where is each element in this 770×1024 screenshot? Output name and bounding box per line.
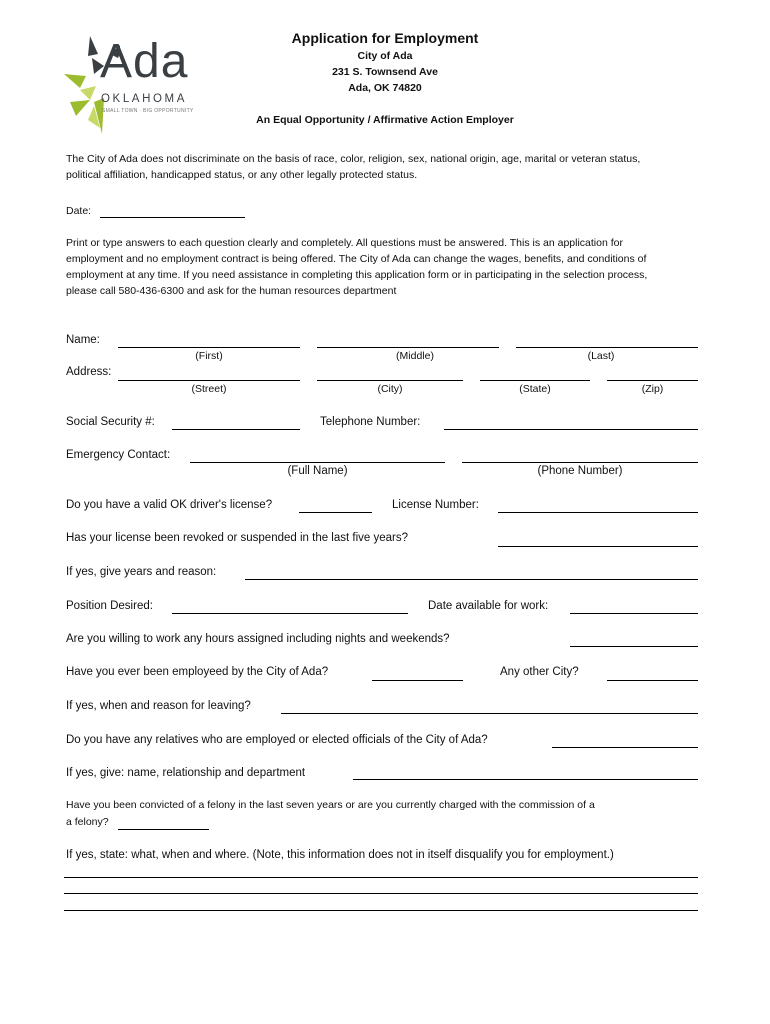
revoked-reason-label: If yes, give years and reason: (66, 566, 217, 578)
relatives-details-field[interactable] (353, 779, 698, 780)
first-name-field[interactable] (118, 347, 300, 348)
street-caption: (Street) (191, 383, 227, 395)
city-caption: (City) (377, 383, 403, 395)
hours-answer-field[interactable] (570, 646, 698, 647)
employed-question: Have you ever been employeed by the City of Ada? (66, 666, 329, 678)
instructions-line-3: employment at any time. If you need assistance in completing this application form or in participating in the selection process, (66, 269, 648, 281)
state-caption: (State) (519, 383, 551, 395)
license-number-field[interactable] (498, 512, 698, 513)
felony-details-line-2[interactable] (64, 893, 698, 894)
phone-number-caption: (Phone Number) (537, 465, 623, 477)
last-caption: (Last) (587, 350, 615, 362)
drivers-license-answer-field[interactable] (299, 512, 372, 513)
last-name-field[interactable] (516, 347, 698, 348)
state-field[interactable] (480, 380, 590, 381)
license-revoked-question: Has your license been revoked or suspended in the last five years? (66, 532, 409, 544)
position-desired-label: Position Desired: (66, 600, 153, 612)
telephone-label: Telephone Number: (320, 416, 421, 428)
nondiscrimination-line-1: The City of Ada does not discriminate on the basis of race, color, religion, sex, national origin, age, marital or veteran status, (66, 153, 641, 165)
instructions-line-4: please call 580-436-6300 and ask for the human resources department (66, 285, 397, 297)
form-title: Application for Employment (291, 30, 479, 46)
other-city-field[interactable] (607, 680, 698, 681)
org-city-state: Ada, OK 74820 (348, 82, 422, 94)
other-city-label: Any other City? (500, 666, 579, 678)
org-name: City of Ada (357, 50, 413, 62)
street-field[interactable] (118, 380, 300, 381)
zip-field[interactable] (607, 380, 698, 381)
relatives-answer-field[interactable] (552, 747, 698, 748)
telephone-field[interactable] (444, 429, 698, 430)
relatives-question: Do you have any relatives who are employed or elected officials of the City of Ada? (66, 734, 488, 746)
leaving-reason-field[interactable] (281, 713, 698, 714)
eeo-statement: An Equal Opportunity / Affirmative Action Employer (256, 114, 514, 126)
logo-tagline: SMALL TOWN · BIG OPPORTUNITY (102, 108, 194, 114)
employed-answer-field[interactable] (372, 680, 463, 681)
instructions-line-2: employment and no employment contract is being offered. The City of Ada can change the wages, benefits, and conditions of (66, 253, 647, 265)
felony-question-line-1: Have you been convicted of a felony in the last seven years or are you currently charged with the commission of a (66, 799, 595, 811)
zip-caption: (Zip) (641, 383, 664, 395)
emergency-phone-field[interactable] (462, 462, 698, 463)
license-revoked-answer-field[interactable] (498, 546, 698, 547)
hours-question: Are you willing to work any hours assigned including nights and weekends? (66, 633, 450, 645)
name-label: Name: (66, 334, 100, 346)
license-number-label: License Number: (392, 499, 479, 511)
nondiscrimination-line-2: political affiliation, handicapped status, or any other legally protected status. (66, 169, 418, 181)
relatives-details-label: If yes, give: name, relationship and department (66, 767, 306, 779)
logo-wordmark: Ada (100, 35, 189, 88)
felony-details-line-3[interactable] (64, 910, 698, 911)
date-field[interactable] (100, 217, 245, 218)
middle-name-field[interactable] (317, 347, 499, 348)
instructions-line-1: Print or type answers to each question clearly and completely. All questions must be answered. This is an application for (66, 237, 623, 249)
ssn-field[interactable] (172, 429, 300, 430)
first-caption: (First) (195, 350, 223, 362)
date-available-label: Date available for work: (428, 600, 549, 612)
revoked-reason-field[interactable] (245, 579, 698, 580)
drivers-license-question: Do you have a valid OK driver's license? (66, 499, 273, 511)
city-field[interactable] (317, 380, 463, 381)
org-street: 231 S. Townsend Ave (332, 66, 438, 78)
felony-question-line-2: a felony? (66, 816, 109, 828)
emergency-name-field[interactable] (190, 462, 445, 463)
middle-caption: (Middle) (396, 350, 434, 362)
logo-state: OKLAHOMA (101, 93, 187, 105)
ssn-label: Social Security #: (66, 416, 155, 428)
date-available-field[interactable] (570, 613, 698, 614)
full-name-caption: (Full Name) (287, 465, 348, 477)
position-desired-field[interactable] (172, 613, 408, 614)
emergency-contact-label: Emergency Contact: (66, 449, 171, 461)
felony-details-label: If yes, state: what, when and where. (Note, this information does not in itself disqualify you for employment.) (66, 849, 614, 861)
address-label: Address: (66, 366, 112, 378)
leaving-reason-label: If yes, when and reason for leaving? (66, 700, 251, 712)
felony-answer-field[interactable] (118, 829, 209, 830)
felony-details-line-1[interactable] (64, 877, 698, 878)
date-label: Date: (66, 205, 92, 217)
